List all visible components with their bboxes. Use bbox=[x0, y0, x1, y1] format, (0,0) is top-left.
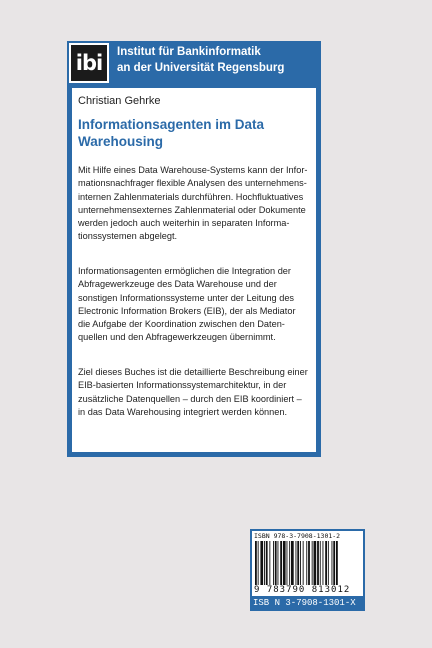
barcode-digits: 9 783790 813012 bbox=[254, 585, 351, 595]
institute-name bbox=[117, 44, 317, 76]
isbn-barcode-box bbox=[250, 529, 365, 611]
book-title-line-2: Warehousing bbox=[78, 134, 164, 149]
text-line: Abfragewerkzeuge des Data Warehouse und der bbox=[78, 279, 277, 290]
barcode-stripe bbox=[300, 541, 301, 585]
barcode-stripe bbox=[323, 541, 324, 585]
book-title-line-1: Informationsagenten im Data bbox=[78, 117, 265, 132]
barcode-stripe bbox=[278, 541, 279, 585]
barcode-stripe bbox=[325, 541, 327, 585]
ibi-logo-text: ibi bbox=[71, 45, 107, 81]
barcode-stripe bbox=[328, 541, 329, 585]
text-line: mationsnachfrager flexible Analysen des unternehmens- bbox=[78, 178, 307, 189]
back-cover-panel bbox=[67, 41, 321, 457]
barcode-stripe bbox=[336, 541, 338, 585]
barcode-stripe bbox=[283, 541, 286, 585]
text-line: unternehmensexternes Zahlenmaterial oder Dokumente bbox=[78, 204, 306, 215]
text-line: quellen und den Abfragewerkzeugen übernimmt. bbox=[78, 332, 276, 343]
barcode-stripe bbox=[296, 541, 297, 585]
barcode-stripe bbox=[312, 541, 313, 585]
barcode-area bbox=[252, 531, 363, 596]
barcode-stripe bbox=[306, 541, 307, 585]
blurb-box bbox=[72, 88, 316, 452]
barcode-stripe bbox=[255, 541, 257, 585]
barcode-stripe bbox=[333, 541, 335, 585]
barcode-stripe bbox=[308, 541, 310, 585]
text-line: werden jedoch auch weiterhin in separaten Informa- bbox=[78, 218, 290, 229]
book-title bbox=[78, 116, 308, 150]
text-line: Ziel dieses Buches ist die detaillierte Beschreibung einer bbox=[78, 367, 308, 377]
text-line: tionssystemen abgelegt. bbox=[78, 231, 178, 242]
text-line: die Aufgabe der Koordination zwischen den Daten- bbox=[78, 319, 285, 330]
text-line: sonstigen Informationssysteme unter der Leitung des bbox=[78, 292, 295, 303]
text-line: Electronic Information Brokers (EIB), der als Mediator bbox=[78, 305, 296, 316]
text-line: in das Data Warehousing integriert werden können. bbox=[78, 406, 288, 417]
text-line: EIB-basierten Informationssystemarchitektur, in der bbox=[78, 380, 287, 391]
barcode-stripe bbox=[266, 541, 268, 585]
barcode-stripe bbox=[258, 541, 259, 585]
barcode-stripe bbox=[314, 541, 317, 585]
barcode-stripe bbox=[273, 541, 274, 585]
text-line: zusätzliche Datenquellen – durch den EIB koordiniert – bbox=[78, 393, 302, 404]
barcode-stripe bbox=[289, 541, 290, 585]
blurb-paragraph-3 bbox=[78, 366, 314, 419]
author-name: Christian Gehrke bbox=[78, 95, 161, 107]
barcode-stripe bbox=[260, 541, 263, 585]
barcode-stripe bbox=[320, 541, 321, 585]
barcode-stripe bbox=[280, 541, 282, 585]
text-line: Mit Hilfe eines Data Warehouse-Systems kann der Infor- bbox=[78, 165, 308, 175]
text-line: internen Zahlenmaterials durchführen. Hochfluktuatives bbox=[78, 191, 304, 202]
barcode-icon bbox=[254, 541, 361, 585]
barcode-stripe bbox=[317, 541, 319, 585]
blurb-paragraph-2 bbox=[78, 265, 314, 345]
barcode-stripe bbox=[291, 541, 294, 585]
institute-line-1: Institut für Bankinformatik bbox=[117, 46, 261, 58]
institute-line-2: an der Universität Regensburg bbox=[117, 62, 285, 74]
isbn-10-label: ISB N 3-7908-1301-X bbox=[253, 598, 356, 608]
isbn-13-label: ISBN 978-3-7908-1301-2 bbox=[254, 532, 341, 540]
barcode-stripe bbox=[287, 541, 288, 585]
barcode-stripe bbox=[269, 541, 270, 585]
barcode-stripe bbox=[303, 541, 304, 585]
barcode-stripe bbox=[264, 541, 265, 585]
ibi-logo bbox=[69, 43, 109, 83]
barcode-stripe bbox=[275, 541, 277, 585]
barcode-stripe bbox=[297, 541, 299, 585]
barcode-stripe bbox=[332, 541, 333, 585]
blurb-paragraph-1 bbox=[78, 164, 314, 244]
text-line: Informationsagenten ermöglichen die Integration der bbox=[78, 266, 291, 276]
